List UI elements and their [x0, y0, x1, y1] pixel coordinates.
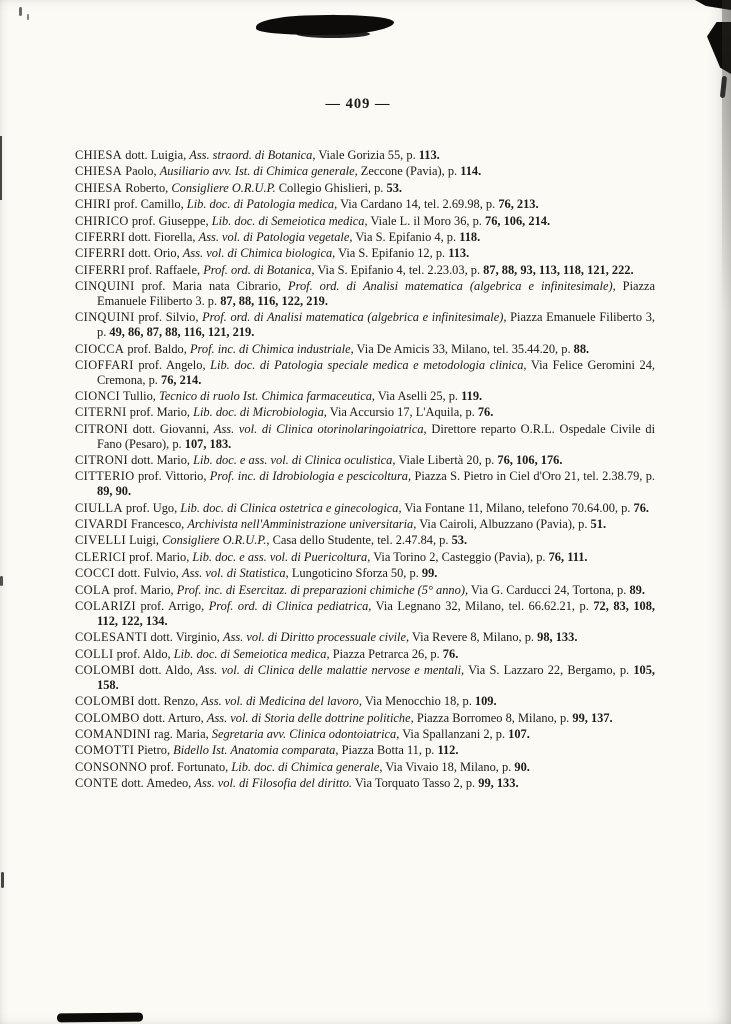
entry-text: Via Menocchio 18, p. [361, 694, 475, 709]
entry-text: dott. Renzo, [134, 694, 202, 709]
entry-text: Piazza Borromeo 8, Milano, p. [413, 710, 573, 725]
directory-entry [75, 148, 655, 163]
entry-text: prof. Camillo, [110, 197, 187, 212]
directory-entry [75, 566, 655, 581]
entry-pages: 98, 133. [537, 630, 578, 645]
entry-role: Prof. inc. di Chimica industriale, [189, 341, 354, 356]
entry-role: Segretaria avv. Clinica odontoiatrica, [211, 726, 400, 741]
entry-text: Via Revere 8, Milano, p. [409, 630, 538, 645]
directory-entry [75, 662, 655, 693]
entry-surname: CIVARDI [75, 517, 128, 532]
entry-role: Ass. vol. di Patologia vegetale, [198, 229, 353, 244]
entry-role: Ass. straord. di Botanica, [189, 148, 316, 162]
entry-role: Ass. vol. di Diritto processuale civile, [223, 630, 410, 645]
entry-pages: 118. [459, 229, 481, 244]
scan-artifact-edge-mark [0, 576, 3, 586]
entry-text: Via Accursio 17, L'Aquila, p. [326, 405, 478, 420]
entry-role: Bidello Ist. Anatomia comparata, [173, 743, 339, 758]
entry-text: prof. Angelo, [133, 357, 211, 372]
entry-text: Via G. Carducci 24, Tortona, p. [468, 582, 630, 597]
entry-text: Lungoticino Sforza 50, p. [288, 566, 422, 581]
entry-pages: 76. [633, 500, 649, 515]
entry-pages: 76. [442, 646, 459, 661]
entry-role: Ass. vol. di Medicina del lavoro, [201, 694, 362, 709]
directory-entry [75, 710, 655, 726]
entry-pages: 114. [460, 164, 482, 179]
directory-entry [75, 213, 655, 229]
entry-text: prof. Giuseppe, [128, 213, 212, 228]
entry-text: Via Torquato Tasso 2, p. [352, 776, 479, 791]
entry-role: Ass. vol. di Storia delle dottrine politiche, [206, 710, 414, 725]
directory-entry [75, 694, 655, 709]
directory-entry [75, 549, 655, 565]
scan-artifact-top-smudge [296, 30, 370, 38]
entry-text: prof. Mario, [126, 405, 194, 420]
entry-role: Lib. doc. di Patologia medica, [186, 197, 338, 212]
entry-text: dott. Fulvio, [114, 566, 183, 581]
entry-role: Ass. vol. di Clinica otorinolaringoiatrica, [213, 421, 427, 436]
entry-text: prof. Baldo, [124, 341, 190, 356]
entry-pages: 107, 183. [184, 436, 232, 451]
entry-surname: CONSONNO [75, 759, 148, 774]
entry-pages: 99. [421, 566, 438, 581]
entry-text: Via Torino 2, Casteggio (Pavia), p. [370, 549, 549, 564]
entry-role: Ass. vol. di Chimica biologica, [182, 246, 336, 261]
entry-surname: COMOTTI [75, 743, 135, 758]
entry-role: Lib. doc. di Patologia speciale medica e metodologia clinica, [210, 357, 527, 372]
entry-surname: CIVELLI [75, 533, 126, 548]
entry-pages: 99, 137. [572, 710, 613, 725]
entry-surname: CINQUINI [75, 310, 135, 325]
entry-text: dott. Mario, [128, 453, 194, 468]
entry-text: prof. Aldo, [113, 646, 174, 661]
entry-text: Piazza Emanuele Filiberto 3, p. [97, 310, 655, 340]
entry-text: prof. Ugo, [122, 500, 181, 515]
entry-text: dott. Luigia, [122, 148, 190, 162]
entry-pages: 76, 213. [498, 197, 539, 212]
entry-surname: CHIESA [75, 164, 123, 179]
directory-entry [75, 180, 655, 196]
entry-pages: 76. [477, 405, 494, 420]
scan-artifact-edge-mark [0, 136, 2, 200]
entry-role: Lib. doc. di Clinica ostetrica e ginecologica, [180, 500, 402, 515]
entry-pages: 112. [437, 743, 459, 758]
directory-entry [75, 453, 655, 468]
entry-pages: 89, 90. [97, 484, 132, 499]
entry-role: Consigliere O.R.U.P., [162, 533, 270, 548]
entry-pages: 113. [448, 246, 470, 261]
entry-surname: CHIESA [75, 148, 123, 162]
directory-entry [75, 229, 655, 245]
entry-text: Via Fontane 11, Milano, telefono 70.64.00, p. [401, 500, 634, 515]
entry-pages: 87, 88, 116, 122, 219. [220, 293, 328, 308]
entry-role: Prof. ord. di Analisi matematica (algebrica e infinitesimale), [202, 310, 507, 325]
entry-surname: CIULLA [75, 500, 123, 515]
entry-pages: 72, 83, 108, 112, 122, 134. [97, 598, 655, 628]
entry-pages: 105, 158. [97, 662, 655, 692]
entry-text: Francesco, [127, 517, 188, 532]
directory-entry [75, 262, 655, 278]
entry-surname: CIOFFARI [75, 357, 134, 372]
entry-text: Piazza S. Pietro in Ciel d'Oro 21, tel. 2.38.79, p. [411, 469, 656, 484]
entry-text: prof. Maria nata Cibrario, [134, 279, 289, 294]
directory-entry [75, 310, 655, 340]
entry-surname: COLLI [75, 646, 114, 661]
entry-text: dott. Giovanni, [128, 421, 214, 436]
entry-surname: CITTERIO [75, 469, 135, 484]
entry-text: prof. Mario, [125, 549, 193, 564]
directory-entry [75, 743, 655, 758]
entry-role: Prof. inc. di Esercitaz. di preparazioni chimiche (5° anno), [176, 582, 469, 597]
entry-role: Ass. vol. di Filosofia del diritto. [194, 776, 353, 791]
entry-text: Via Aselli 25, p. [375, 389, 462, 404]
entry-text: dott. Virginio, [147, 630, 223, 645]
directory-entry [75, 341, 655, 357]
entry-text: Zeccone (Pavia), p. [357, 164, 461, 179]
entry-surname: CIFERRI [75, 229, 126, 244]
scan-artifact-edge-mark [1, 872, 4, 888]
entry-pages: 89. [629, 582, 645, 597]
entry-text: Roberto, [122, 180, 172, 195]
directory-entry [75, 421, 656, 452]
entry-role: Ass. vol. di Statistica, [182, 566, 289, 581]
entry-text: Via Cairoli, Albuzzano (Pavia), p. [416, 517, 591, 532]
entry-text: Via S. Epifanio 4, p. [352, 229, 460, 244]
directory-entry [75, 469, 656, 499]
entry-text: dott. Amedeo, [118, 776, 195, 791]
entry-pages: 76, 106, 176. [497, 453, 563, 468]
entry-text: Via De Amicis 33, Milano, tel. 35.44.20, p. [353, 341, 574, 356]
scan-artifact-speck [19, 7, 22, 16]
entry-text: rag. Maria, [150, 726, 212, 741]
entry-surname: CIONCI [75, 389, 121, 404]
directory-entry [75, 279, 656, 309]
directory-entries [75, 148, 656, 792]
entry-text: Via Vivaio 18, Milano, p. [382, 759, 515, 774]
directory-entry [75, 646, 655, 662]
entry-pages: 87, 88, 93, 113, 118, 121, 222. [483, 262, 634, 277]
entry-text: Via S. Epifanio 12, p. [335, 246, 449, 261]
directory-entry [75, 776, 655, 791]
entry-pages: 76, 111. [548, 549, 588, 564]
entry-text: Viale Libertà 20, p. [395, 453, 498, 468]
entry-pages: 53. [451, 533, 468, 548]
directory-entry [75, 630, 655, 645]
directory-entry [75, 517, 655, 532]
entry-surname: CHIRI [75, 197, 111, 212]
entry-text: Via S. Epifanio 4, tel. 2.23.03, p. [314, 262, 484, 277]
directory-entry [75, 500, 655, 516]
entry-role: Lib. doc. e ass. vol. di Puericoltura, [192, 549, 371, 564]
entry-surname: CIFERRI [75, 246, 126, 261]
entry-role: Prof. ord. di Analisi matematica (algebrica e infinitesimale), [288, 279, 616, 294]
entry-surname: COLA [75, 582, 111, 597]
directory-entry [75, 197, 655, 212]
entry-surname: CHIESA [75, 180, 123, 195]
entry-surname: COLOMBO [75, 710, 140, 725]
scan-artifact-bottom-mark [57, 1013, 143, 1023]
entry-role: Archivista nell'Amministrazione universitaria, [187, 517, 417, 532]
directory-entry [75, 357, 655, 388]
entry-text: Piazza Emanuele Filiberto 3. p. [97, 279, 656, 308]
entry-role: Prof. ord. di Botanica, [203, 262, 315, 277]
directory-entry [75, 164, 655, 179]
entry-role: Prof. ord. di Clinica pediatrica, [208, 598, 372, 613]
entry-role: Prof. inc. di Idrobiologia e pescicoltura, [209, 469, 412, 484]
entry-text: Paolo, [122, 164, 160, 179]
scan-artifact-speck [27, 14, 29, 20]
entry-text: Piazza Botta 11, p. [338, 743, 438, 758]
entry-surname: COLOMBI [75, 662, 135, 677]
entry-text: dott. Orio, [125, 246, 183, 261]
entry-pages: 49, 86, 87, 88, 116, 121, 219. [109, 325, 255, 340]
entry-pages: 90. [514, 759, 530, 774]
scan-artifact-edge-shadow [722, 0, 731, 310]
entry-pages: 109. [474, 694, 497, 709]
entry-text: Luigi, [125, 533, 163, 548]
entry-text: Tullio, [120, 389, 159, 404]
entry-surname: CLERICI [75, 549, 126, 564]
entry-role: Tecnico di ruolo Ist. Chimica farmaceutica, [159, 389, 376, 404]
entry-pages: 119. [461, 389, 483, 404]
entry-role: Lib. doc. di Semeiotica medica, [211, 213, 368, 228]
entry-text: Via Felice Geromini 24, Cremona, p. [97, 357, 655, 387]
entry-pages: 107. [508, 726, 530, 741]
entry-text: Viale L. il Moro 36, p. [367, 213, 485, 228]
entry-surname: CITRONI [75, 453, 129, 468]
entry-role: Consigliere O.R.U.P. [171, 180, 276, 195]
entry-surname: CIOCCA [75, 341, 125, 356]
entry-surname: CHIRICO [75, 213, 129, 228]
entry-role: Lib. doc. di Chimica generale, [231, 759, 383, 774]
entry-text: Direttore reparto O.R.L. Ospedale Civile di Fano (Pesaro), p. [97, 421, 656, 451]
entry-text: Via Legnano 32, Milano, tel. 66.62.21, p. [371, 598, 594, 613]
entry-pages: 88. [573, 341, 590, 356]
directory-entry [75, 405, 655, 420]
entry-surname: CITERNI [75, 405, 127, 420]
directory-entry [75, 598, 655, 629]
entry-text: dott. Fiorella, [125, 229, 199, 244]
directory-entry [75, 389, 655, 404]
entry-text: Collegio Ghislieri, p. [275, 180, 387, 195]
entry-text: Viale Gorizia 55, p. [315, 148, 419, 162]
entry-text: dott. Aldo, [134, 662, 198, 677]
entry-surname: CITRONI [75, 421, 129, 436]
entry-surname: COCCI [75, 566, 115, 581]
entry-surname: COLESANTI [75, 630, 148, 645]
entry-text: prof. Fortunato, [147, 759, 232, 774]
entry-text: prof. Mario, [110, 582, 177, 597]
entry-pages: 113. [418, 148, 440, 162]
entry-role: Ass. vol. di Clinica delle malattie nervose e mentali, [197, 662, 465, 677]
entry-text: prof. Raffaele, [125, 262, 204, 277]
entry-surname: COLOMBI [75, 694, 135, 709]
directory-entry [75, 246, 655, 261]
entry-text: Casa dello Studente, tel. 2.47.84, p. [269, 533, 452, 548]
entry-role: Lib. doc. di Microbiologia, [193, 405, 327, 420]
entry-surname: CINQUINI [75, 279, 135, 294]
entry-surname: CIFERRI [75, 262, 126, 277]
entry-role: Lib. doc. di Semeiotica medica, [173, 646, 330, 661]
directory-entry [75, 533, 655, 548]
entry-text: Via Spallanzani 2, p. [399, 726, 509, 741]
directory-entry [75, 582, 655, 598]
entry-text: Pietro, [134, 743, 174, 758]
entry-surname: CONTE [75, 776, 119, 791]
entry-pages: 53. [386, 180, 402, 195]
directory-entry [75, 726, 655, 742]
entry-text: prof. Vittorio, [134, 469, 210, 484]
directory-entry [75, 759, 655, 775]
entry-text: prof. Silvio, [134, 310, 203, 325]
entry-role: Ausiliario avv. Ist. di Chimica generale, [159, 164, 358, 179]
entry-text: Piazza Petrarca 26, p. [329, 646, 443, 661]
page-number: — 409 — [325, 96, 391, 112]
entry-text: Via S. Lazzaro 22, Bergamo, p. [464, 662, 634, 677]
entry-text: dott. Arturo, [139, 710, 207, 725]
entry-surname: COLARIZI [75, 598, 137, 613]
entry-pages: 51. [590, 517, 607, 532]
entry-text: prof. Arrigo, [136, 598, 209, 613]
entry-surname: COMANDINI [75, 726, 151, 741]
entry-pages: 76, 214. [161, 372, 202, 387]
entry-text: Via Cardano 14, tel. 2.69.98, p. [337, 197, 499, 212]
entry-pages: 99, 133. [478, 776, 519, 791]
entry-role: Lib. doc. e ass. vol. di Clinica oculistica, [193, 453, 396, 468]
entry-pages: 76, 106, 214. [485, 213, 551, 228]
